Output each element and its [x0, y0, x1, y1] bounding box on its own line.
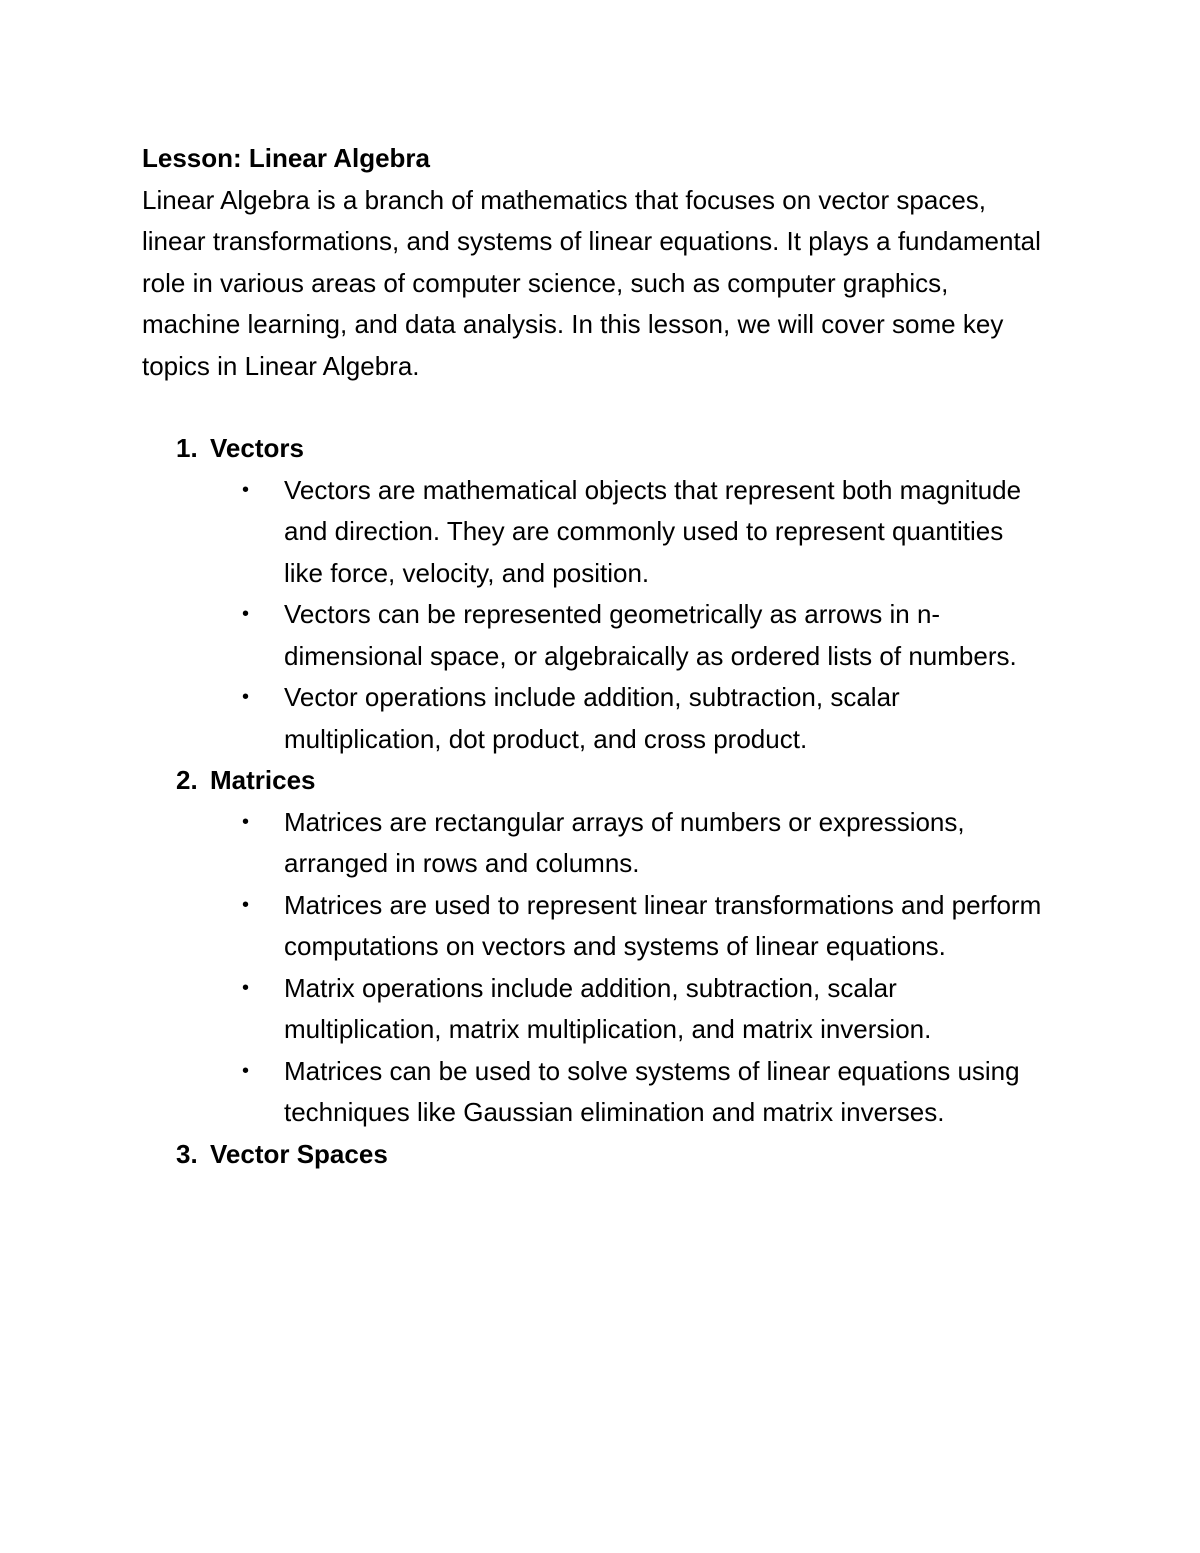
list-item	[142, 1051, 1044, 1134]
section-number: 1.	[176, 433, 198, 463]
paragraph-spacer	[142, 387, 1062, 428]
section-title: Vector Spaces	[210, 1138, 388, 1169]
topic-list	[142, 428, 1062, 1175]
bullet-text: Matrices are used to represent linear transformations and perform computations on vectors and systems of linear equations.	[284, 889, 1042, 961]
section-number: 2.	[176, 765, 198, 795]
bullet-list	[142, 470, 1062, 761]
section-title: Vectors	[210, 433, 304, 463]
list-item	[142, 594, 1044, 677]
bullet-icon: •	[242, 810, 250, 833]
list-item	[142, 968, 1044, 1051]
list-item	[142, 802, 1044, 885]
bullet-text: Matrices are rectangular arrays of numbers or expressions, arranged in rows and columns.	[284, 806, 965, 878]
section-heading	[142, 760, 1062, 802]
bullet-icon: •	[242, 603, 250, 625]
bullet-icon: •	[242, 478, 250, 501]
list-item	[142, 677, 1044, 760]
lesson-title: Lesson: Linear Algebra	[142, 143, 430, 173]
topic-section	[142, 428, 1062, 760]
section-heading	[142, 428, 1062, 470]
section-number: 3.	[176, 1138, 198, 1169]
bullet-text: Vector operations include addition, subtraction, scalar multiplication, dot product, and cross product.	[284, 682, 900, 754]
bullet-text: Vectors can be represented geometrically as arrows in n-dimensional space, or algebraically as ordered lists of numbers.	[284, 599, 1017, 671]
list-item	[142, 885, 1044, 968]
bullet-text: Matrices can be used to solve systems of linear equations using techniques like Gaussian elimination and matrix inverses.	[284, 1055, 1020, 1127]
section-title: Matrices	[210, 765, 316, 795]
topic-section	[142, 760, 1062, 1134]
topic-section	[142, 1134, 1062, 1176]
bullet-icon: •	[242, 893, 250, 916]
bullet-icon: •	[242, 686, 250, 708]
intro-paragraph: Linear Algebra is a branch of mathematics that focuses on vector spaces, linear transformations, and systems of linear equations. It plays a fundamental role in various areas of computer science, such as computer graphics, machine learning, and data analysis. In this lesson, we will cover some key topics in Linear Algebra.	[142, 184, 1041, 381]
bullet-text: Matrix operations include addition, subtraction, scalar multiplication, matrix multiplication, and matrix inversion.	[284, 972, 932, 1044]
document-body	[142, 138, 1062, 1175]
bullet-text: Vectors are mathematical objects that represent both magnitude and direction. They are commonly used to represent quantities like force, velocity, and position.	[284, 474, 1022, 588]
bullet-list	[142, 802, 1062, 1134]
section-heading	[142, 1134, 1062, 1176]
bullet-icon: •	[242, 1059, 250, 1082]
bullet-icon: •	[242, 976, 250, 999]
list-item	[142, 470, 1044, 595]
